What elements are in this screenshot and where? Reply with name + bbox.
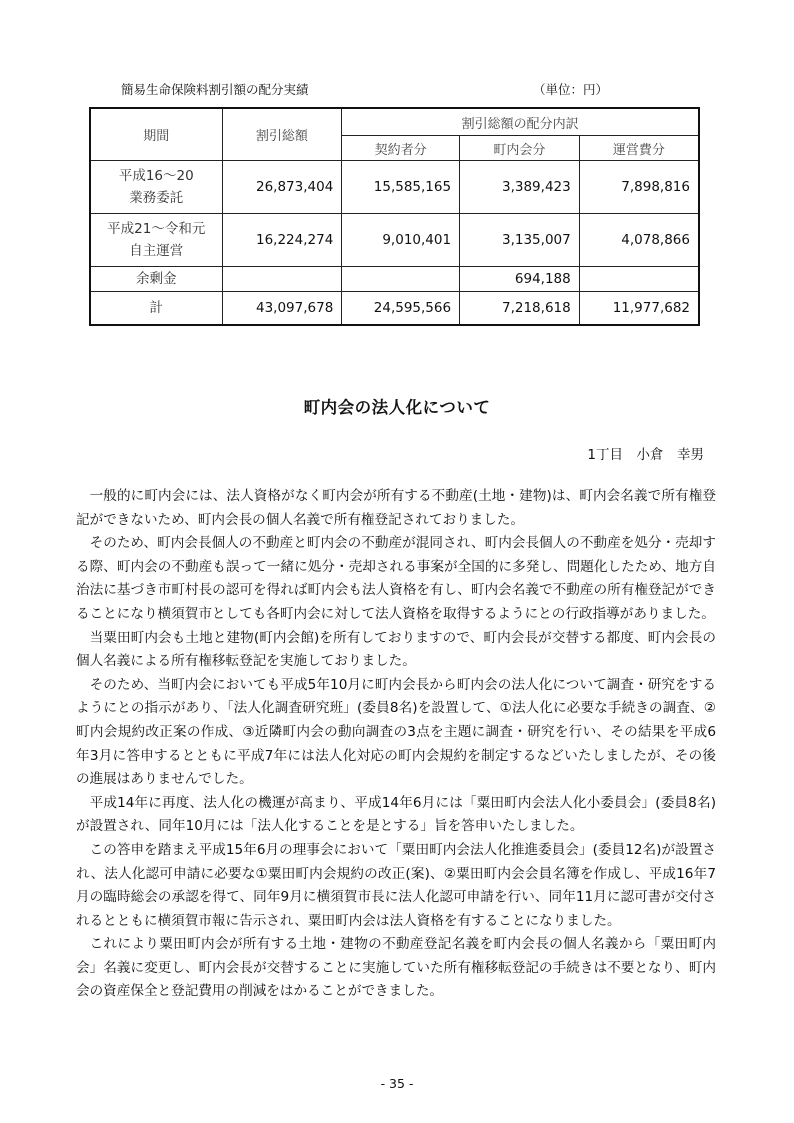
header-breakdown-group: 割引総額の配分内訳	[342, 108, 699, 136]
article-body	[76, 485, 716, 1004]
paragraph: これにより粟田町内会が所有する土地・建物の不動産登記名義を町内会長の個人名義から「粟田町内会」名義に変更し、町内会長が交替することに実施していた所有権移転登記の手続きは不要となり、町内会の資産保全と登記費用の削減をはかることができました。	[76, 936, 716, 1000]
header-operating-cost: 運営費分	[579, 136, 699, 161]
article-title: 町内会の法人化について	[303, 398, 491, 417]
period-cell	[90, 161, 222, 214]
paragraph: この答申を踏まえ平成15年6月の理事会において「粟田町内会法人化推進委員会」(委員12名)が設置され、法人化認可申請に必要な①粟田町内会規約の改正(案)、②粟田町内会会員名簿を作成し、平成16年7月の臨時総会の承認を得て、同年9月に横須賀市長に法人化認可申請を行い、同年11月に認可書が交付されるとともに横須賀市報に告示され、粟田町内会は法人資格を有することになりました。	[76, 841, 716, 929]
town-association-cell: 3,389,423	[460, 161, 580, 214]
total-label: 計	[90, 292, 222, 326]
operating-cost-cell: 4,078,866	[579, 214, 699, 267]
header-contractor: 契約者分	[342, 136, 460, 161]
town-association-cell: 694,188	[460, 267, 580, 292]
paragraph: そのため、当町内会においても平成5年10月に町内会長から町内会の法人化について調査・研究をするようにとの指示があり、「法人化調査研究班」(委員8名)を設置して、①法人化に必要な手続きの調査、②町内会規約改正案の作成、③近隣町内会の動向調査の3点を主題に調査・研究を行い、その結果を平成6年3月に答申するとともに平成7年には法人化対応の町内会規約を制定するなどいたしましたが、その後の進展はありませんでした。	[76, 676, 716, 788]
table-caption: 簡易生命保険料割引額の配分実績	[121, 82, 309, 97]
period-type: 自主運営	[129, 243, 184, 259]
contractor-cell: 15,585,165	[342, 161, 460, 214]
operating-cost-cell: 11,977,682	[579, 292, 699, 326]
surplus-row	[90, 267, 699, 292]
table-row	[90, 161, 699, 214]
page-number: - 35 -	[380, 1076, 414, 1091]
town-association-cell: 3,135,007	[460, 214, 580, 267]
total-discount-cell: 26,873,404	[222, 161, 342, 214]
paragraph: 当粟田町内会も土地と建物(町内会館)を所有しておりますので、町内会長が交替する都度、町内会長の個人名義による所有権移転登記を実施しておりました。	[76, 629, 716, 670]
total-row	[90, 292, 699, 326]
header-period: 期間	[90, 108, 222, 161]
total-discount-cell: 43,097,678	[222, 292, 342, 326]
contractor-cell	[342, 267, 460, 292]
period-range: 平成16～20	[118, 168, 194, 184]
period-range: 平成21～令和元	[107, 221, 206, 237]
article-author: 1丁目 小倉 幸男	[587, 447, 704, 463]
header-total-discount: 割引総額	[222, 108, 342, 161]
discount-distribution-table	[89, 107, 700, 326]
contractor-cell: 9,010,401	[342, 214, 460, 267]
surplus-label: 余剰金	[90, 267, 222, 292]
operating-cost-cell: 7,898,816	[579, 161, 699, 214]
period-cell	[90, 214, 222, 267]
table-header-row	[90, 108, 699, 136]
operating-cost-cell	[579, 267, 699, 292]
table-row	[90, 214, 699, 267]
paragraph: そのため、町内会長個人の不動産と町内会の不動産が混同され、町内会長個人の不動産を処分・売却する際、町内会の不動産も誤って一緒に処分・売却される事案が全国的に多発し、問題化したため、地方自治法に基づき市町村長の認可を得れば町内会も法人資格を有し、町内会名義で不動産の所有権登記ができることになり横須賀市としても各町内会に対して法人資格を取得するようにとの行政指導がありました。	[76, 535, 716, 622]
period-type: 業務委託	[129, 190, 184, 206]
header-town-association: 町内会分	[460, 136, 580, 161]
contractor-cell: 24,595,566	[342, 292, 460, 326]
paragraph: 平成14年に再度、法人化の機運が高まり、平成14年6月には「粟田町内会法人化小委員会」(委員8名)が設置され、同年10月には「法人化することを是とする」旨を答申いたしました。	[76, 794, 716, 835]
total-discount-cell: 16,224,274	[222, 214, 342, 267]
paragraph: 一般的に町内会には、法人資格がなく町内会が所有する不動産(土地・建物)は、町内会名義で所有権登記ができないため、町内会長の個人名義で所有権登記されておりました。	[76, 488, 716, 528]
total-discount-cell	[222, 267, 342, 292]
unit-label: （単位：円）	[533, 82, 609, 97]
town-association-cell: 7,218,618	[460, 292, 580, 326]
